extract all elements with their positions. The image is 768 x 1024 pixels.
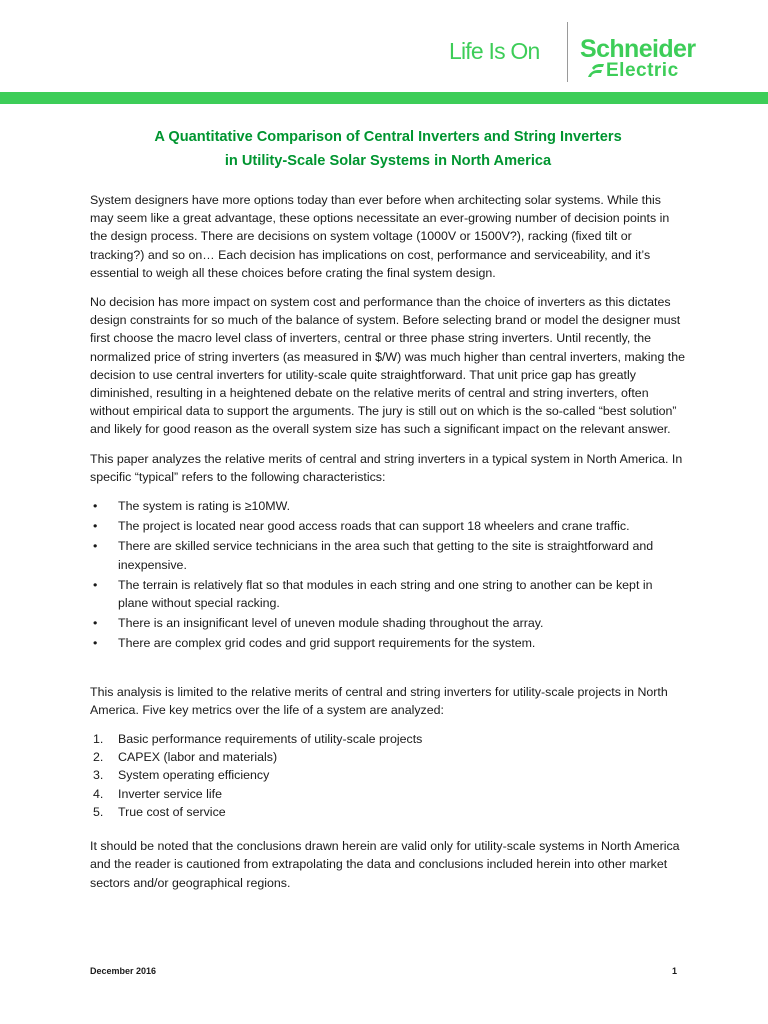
bullet-marker: • <box>93 499 98 514</box>
list-item <box>90 748 686 766</box>
title-line-2: in Utility-Scale Solar Systems in North America <box>224 153 552 169</box>
list-item <box>90 576 686 612</box>
document-title <box>90 125 686 173</box>
paragraph-scope: This analysis is limited to the relative merits of central and string inverters for utility-scale projects in North America. Five key metrics over the life of a system are analyzed: <box>90 684 668 717</box>
footer-date: December 2016 <box>90 966 157 976</box>
list-item <box>90 614 686 632</box>
list-item-text: Basic performance requirements of utility-scale projects <box>118 732 423 747</box>
list-item-text: There is an insignificant level of uneven module shading throughout the array. <box>118 616 544 631</box>
logo-sub <box>590 60 679 82</box>
logo-divider <box>567 22 568 82</box>
list-item <box>90 517 686 535</box>
bullet-marker: • <box>93 636 98 651</box>
list-item-text: Inverter service life <box>118 786 222 801</box>
list-item-text: The project is located near good access roads that can support 18 wheelers and crane traffic. <box>118 519 630 534</box>
list-item <box>90 803 686 821</box>
list-item-text: System operating efficiency <box>118 768 270 783</box>
list-item <box>90 730 686 748</box>
tagline-text: Life Is On <box>449 38 540 64</box>
list-number: 4. <box>93 786 104 801</box>
document-body <box>90 125 686 903</box>
list-item-text: The terrain is relatively flat so that modules in each string and one string to another can be kept in plane without special racking. <box>118 577 653 611</box>
list-number: 1. <box>93 732 104 747</box>
characteristics-list <box>90 497 686 653</box>
header-green-bar <box>0 92 768 104</box>
title-line-1: A Quantitative Comparison of Central Inverters and String Inverters <box>154 129 622 145</box>
list-number: 3. <box>93 768 104 783</box>
list-item-text: CAPEX (labor and materials) <box>118 750 278 765</box>
list-item-text: There are complex grid codes and grid support requirements for the system. <box>118 636 536 651</box>
bullet-marker: • <box>93 539 98 554</box>
page-number: 1 <box>672 966 678 976</box>
list-item <box>90 785 686 803</box>
paragraph-disclaimer: It should be noted that the conclusions drawn herein are valid only for utility-scale systems in North America and the reader is cautioned from extrapolating the data and conclusions included herein into other market sectors and/or geographical regions. <box>90 839 680 890</box>
list-item <box>90 634 686 652</box>
list-number: 5. <box>93 804 104 819</box>
paragraph-inverter-choice: No decision has more impact on system cost and performance than the choice of inverters as this dictates design constraints for so much of the balance of system. Before selecting brand or model the designer must first choose the macro level class of inverters, central or three phase string inverters. Until recently, the normalized price of string inverters (as measured in $/W) was much higher than central inverters, making the decision to use central inverters for utility-scale quite straightforward. That unit price gap has greatly diminished, resulting in a heightened debate on the relative merits of central and string inverters, often without empirical data to support the arguments. The jury is still out on which is the so-called “best solution” and likely for good reason as the overall system size has such a significant impact on the relevant answer. <box>90 295 685 437</box>
bullet-marker: • <box>93 577 98 592</box>
list-item <box>90 766 686 784</box>
bullet-marker: • <box>93 616 98 631</box>
tagline <box>449 38 539 65</box>
list-item-text: The system is rating is ≥10MW. <box>118 499 291 514</box>
logo-name: Schneider <box>580 35 696 63</box>
page-header <box>0 0 768 92</box>
paragraph-intro: System designers have more options today than ever before when architecting solar systems. While this may seem like a great advantage, these options necessitate an ever-growing number of decision points in the design process. There are decisions on system voltage (1000V or 1500V?), racking (fixed tilt or tracking?) and so on… Each decision has implications on cost, performance and serviceability, and it’s essential to weigh all these choices before crating the final system design. <box>90 193 670 280</box>
list-item <box>90 537 686 573</box>
paragraph-typical-system: This paper analyzes the relative merits of central and string inverters in a typical system in North America. In specific “typical” refers to the following characteristics: <box>90 451 683 484</box>
list-item <box>90 497 686 515</box>
bullet-marker: • <box>93 519 98 534</box>
list-item-text: There are skilled service technicians in the area such that getting to the site is straightforward and inexpensive. <box>118 539 654 572</box>
logo-sub-text: Electric <box>606 60 679 81</box>
metrics-list <box>90 730 686 821</box>
list-number: 2. <box>93 750 104 765</box>
list-item-text: True cost of service <box>118 804 226 819</box>
